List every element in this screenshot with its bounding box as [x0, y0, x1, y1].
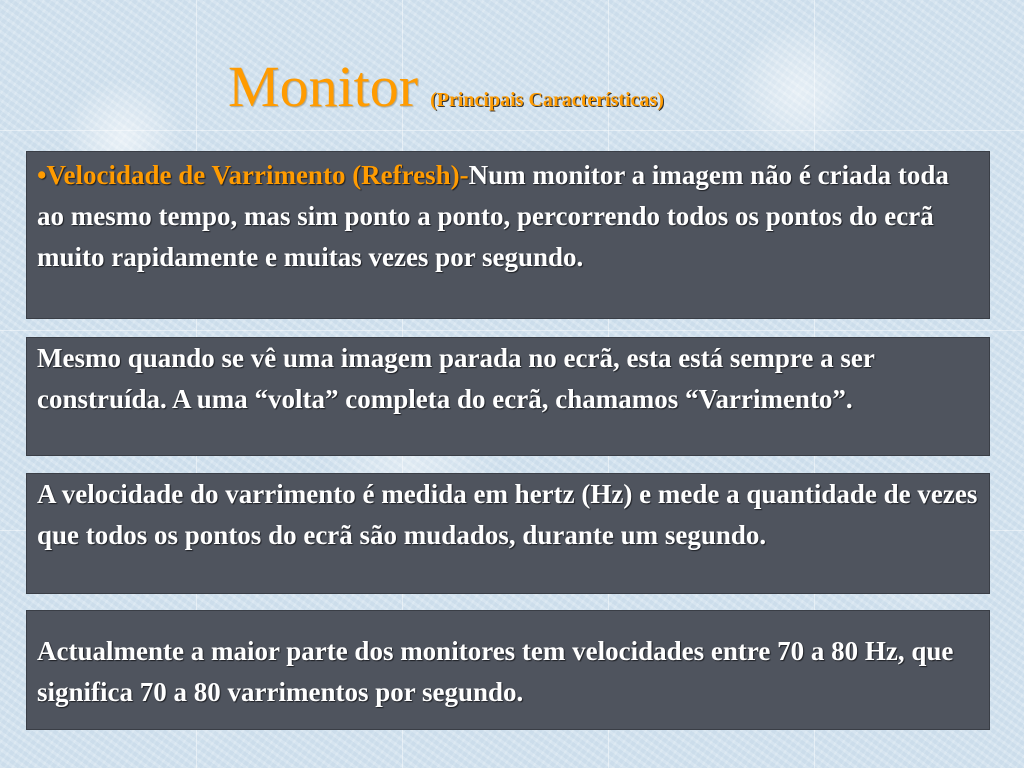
block-text: A velocidade do varrimento é medida em hertz (Hz) e mede a quantidade de vezes que todos os pontos do ecrã são mudados, durante um segundo. [37, 479, 978, 550]
text-block-still-image [26, 337, 990, 456]
refresh-heading: Velocidade de Varrimento (Refresh)- [46, 160, 469, 190]
text-block-current-monitors [26, 610, 990, 730]
title-main: Monitor [228, 54, 419, 119]
block-text: Mesmo quando se vê uma imagem parada no ecrã, esta está sempre a ser construída. A uma “volta” completa do ecrã, chamamos “Varrimento”. [37, 343, 875, 414]
bullet: • [37, 160, 47, 190]
block-text: Actualmente a maior parte dos monitores tem velocidades entre 70 a 80 Hz, que significa 70 a 80 varrimentos por segundo. [37, 636, 954, 707]
title-subtitle: (Principais Características) [430, 89, 664, 111]
background-texture-line [0, 330, 1024, 331]
refresh-text: Num monitor a imagem não é criada toda ao mesmo tempo, mas sim ponto a ponto, percorrendo todos os pontos do ecrã muito rapidamente e muitas vezes por segundo. [37, 160, 949, 272]
text-block-refresh [26, 151, 990, 319]
background-texture-line [0, 130, 1024, 131]
slide-title [228, 54, 664, 119]
text-block-hertz [26, 473, 990, 594]
